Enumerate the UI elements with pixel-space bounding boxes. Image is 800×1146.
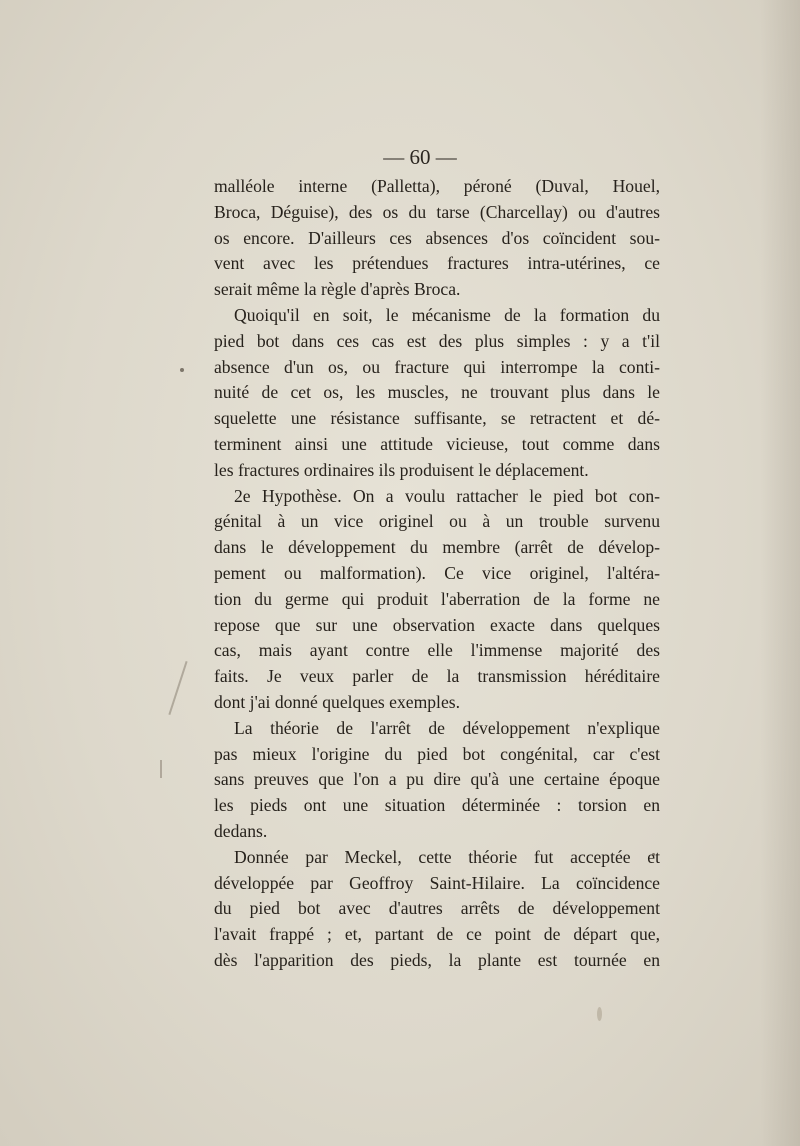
text-line: La théorie de l'arrêt de développement n'explique [234, 717, 660, 738]
text-line: absence d'un os, ou fracture qui interrompe la conti- [214, 356, 660, 377]
text-line: dans le développement du membre (arrêt de dévelop- [214, 537, 660, 558]
ink-smudge [180, 368, 184, 372]
text-line: dont j'ai donné quelques exemples. [214, 691, 461, 712]
text-line: Donnée par Meckel, cette théorie fut acceptée et [234, 846, 660, 867]
text-line: faits. Je veux parler de la transmission héréditaire [214, 666, 660, 687]
page-number: — 60 — [383, 145, 457, 169]
text-line: os encore. D'ailleurs ces absences d'os coïncident sou- [214, 227, 660, 248]
text-line: pied bot dans ces cas est des plus simples : y a t'il [214, 330, 660, 351]
text-line: sans preuves que l'on a pu dire qu'à une certaine époque [214, 769, 660, 790]
text-line: vent avec les prétendues fractures intra-utérines, ce [214, 253, 660, 274]
text-line: les pieds ont une situation déterminée : torsion en [214, 795, 660, 816]
text-line: cas, mais ayant contre elle l'immense majorité des [214, 640, 660, 661]
text-line: squelette une résistance suffisante, se retractent et dé- [214, 408, 660, 429]
text-line: pas mieux l'origine du pied bot congénital, car c'est [214, 743, 660, 764]
text-line: malléole interne (Palletta), péroné (Duval, Houel, [214, 176, 660, 196]
text-line: l'avait frappé ; et, partant de ce point de départ que, [214, 924, 660, 945]
text-line: Quoiqu'il en soit, le mécanisme de la formation du [234, 304, 660, 325]
text-line: développée par Geoffroy Saint-Hilaire. La coïncidence [214, 872, 660, 893]
text-line: tion du germe qui produit l'aberration de la forme ne [214, 588, 660, 609]
margin-mark [168, 661, 187, 715]
text-line: du pied bot avec d'autres arrêts de développement [214, 898, 660, 919]
text-line: 2e Hypothèse. On a voulu rattacher le pied bot con- [234, 485, 660, 506]
ink-smudge [597, 1007, 602, 1021]
text-line: terminent ainsi une attitude vicieuse, tout comme dans [214, 433, 660, 454]
margin-mark [160, 760, 162, 778]
text-line: nuité de cet os, les muscles, ne trouvant plus dans le [214, 382, 660, 403]
text-line: dedans. [214, 820, 268, 841]
text-line: dès l'apparition des pieds, la plante est tournée en [214, 949, 660, 970]
text-line: pement ou malformation). Ce vice originel, l'altéra- [214, 562, 660, 583]
text-line: les fractures ordinaires ils produisent le déplacement. [214, 459, 589, 480]
text-line: Broca, Déguise), des os du tarse (Charcellay) ou d'autres [214, 201, 660, 222]
page-edge-shadow [760, 0, 800, 1146]
body-text [214, 174, 660, 974]
text-line: serait même la règle d'après Broca. [214, 279, 461, 300]
text-line: repose que sur une observation exacte dans quelques [214, 614, 660, 635]
text-line: génital à un vice originel ou à un trouble survenu [214, 511, 660, 532]
